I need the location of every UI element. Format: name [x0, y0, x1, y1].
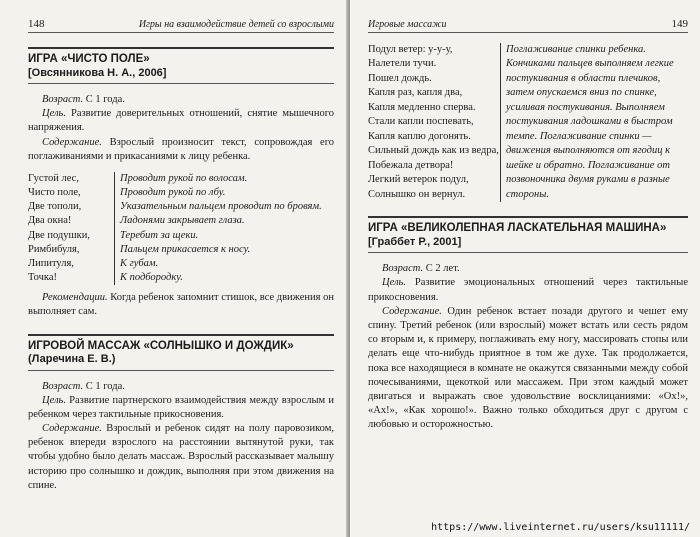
right-page-number: 149 [671, 18, 688, 30]
game2-age: Возраст. С 1 года. [42, 380, 125, 392]
massage-poem-instructions: Поглаживание спинки ребенка. Кончиками пальцев выполняем легкие постукивания в области плечиков, затем опускаемся вниз по спинке, усиливая постукивания. Выполняем постукивания ладошками в быстром темпе. Поглаживание спинки — движения выполняются от ягодиц к шейке и обратно. Поглаживание от позвоночника двумя руками в разные стороны. [500, 43, 688, 202]
game1-goal: Цель. Развитие доверительных отношений, снятие мышечного напряжения. [28, 108, 334, 134]
game3-title: ИГРА «ВЕЛИКОЛЕПНАЯ ЛАСКАТЕЛЬНАЯ МАШИНА» [368, 222, 667, 235]
game3-author: [Граббет Р., 2001] [368, 236, 462, 249]
game3-title-block [368, 216, 688, 253]
massage-poem [368, 43, 688, 202]
right-page [350, 0, 700, 537]
left-running-header [28, 18, 334, 33]
game1-poem: Густой лес, Проводит рукой по волосам. Чисто поле, Проводит рукой по лбу. Две тополи, Указательным пальцем проводит по бровям. Два окна! Ладонями закрывает глаза. Две подушки, Теребит за щеки. Римбибуля, Пальцем прикасается к носу. Липитуля, К губам. Точка! К подбородку. [28, 172, 334, 285]
right-running-header [368, 18, 688, 33]
game3-age: Возраст. С 2 лет. [382, 263, 460, 275]
game1-recommendations: Рекомендации. Когда ребенок запомнит стишок, все движения он выполняет сам. [28, 292, 335, 318]
game3-goal: Цель. Развитие эмоциональных отношений через тактильные прикосновения. [368, 277, 688, 303]
left-header-title: Игры на взаимодействие детей со взрослыми [138, 19, 334, 30]
game2-title: ИГРОВОЙ МАССАЖ «СОЛНЫШКО И ДОЖДИК» [28, 339, 294, 352]
game3-content: Содержание. Один ребенок встает позади другого и чешет ему спину. Третий ребенок (или взрослый) может встать или сесть рядом со вторым и, к примеру, поглаживать ему ногу, массировать стопы или делать еще что-нибудь приятное в том же духе. Так продолжается, пока все находящиеся в комнате не окажутся связанными между собой почесываниями, щекоткой или массажем. При этом каждый может двигаться и выражать свое удовольствие восклицаниями: «Ох!», «Ах!», «Как хорошо!». Важно только обходиться друг с другом с любовью и осторожностью. [368, 305, 688, 431]
game1-title: ИГРА «ЧИСТО ПОЛЕ» [28, 53, 150, 65]
massage-poem-lines: Подул ветер: у-у-у, Налетели тучи. Пошел дождь. Капля раз, капля два, Капля медленно сперва. Стали капли поспевать, Капля каплю догонять. Сильный дождь как из ведра, Побежала детвора! Легкий ветерок подул, Солнышко он вернул. [368, 44, 499, 200]
game2-title-block [28, 334, 334, 371]
game2-author: (Ларечина Е. В.) [28, 353, 116, 366]
game1-age: Возраст. С 1 года. [42, 93, 125, 105]
right-header-title: Игровые массажи [368, 19, 447, 30]
game2-content: Содержание. Взрослый и ребенок сидят на полу паровозиком, ребенок впереди взрослого на расстоянии вытянутой руки, так чтобы удобно было делать массаж. Взрослый рассказывает малышу историю про солнышко и дождик, выполняя при этом движения на спине. [28, 423, 335, 491]
game1-author: [Овсянникова Н. А., 2006] [28, 66, 167, 79]
game1-content: Содержание. Взрослый произносит текст, сопровождая его поглаживаниями и прикасаниями к лицу ребенка. [28, 136, 334, 162]
left-page-number: 148 [28, 18, 45, 30]
source-url: https://www.liveinternet.ru/users/ksu11111/ [431, 522, 690, 533]
left-page [0, 0, 348, 537]
game2-goal: Цель. Развитие партнерского взаимодействия между взрослым и ребенком через тактильные прикосновения. [28, 394, 335, 420]
game1-title-block [28, 47, 334, 84]
